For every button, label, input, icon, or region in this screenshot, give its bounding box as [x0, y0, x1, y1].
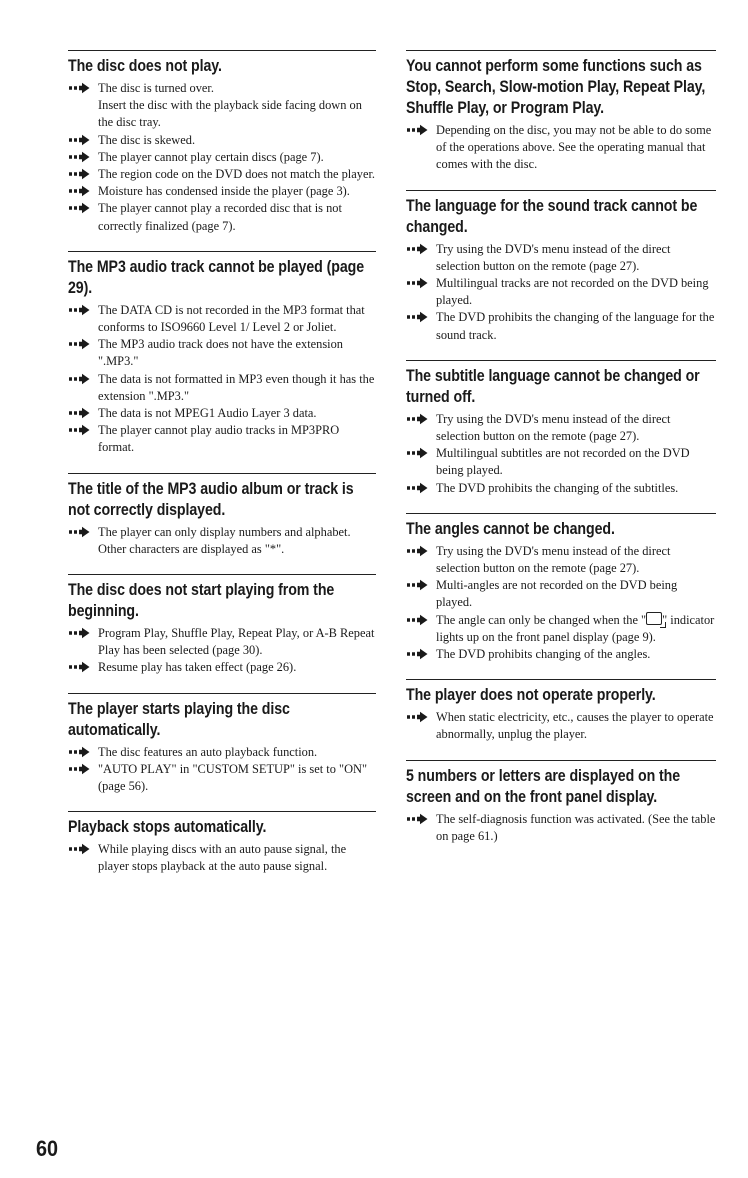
section-title: Playback stops automatically.	[68, 818, 267, 837]
arrow-right-icon	[406, 711, 428, 723]
list-item	[68, 132, 376, 149]
troubleshooting-section	[68, 574, 376, 677]
list-item	[406, 480, 716, 497]
arrow-right-icon	[68, 424, 90, 436]
troubleshooting-section	[406, 190, 716, 344]
right-column	[406, 50, 716, 861]
arrow-right-icon	[406, 545, 428, 557]
list-item	[68, 80, 376, 132]
section-title: The title of the MP3 audio album or track is not correctly displayed.	[68, 479, 354, 519]
list-item	[68, 166, 376, 183]
section-title: The MP3 audio track cannot be played (page 29).	[68, 257, 365, 297]
arrow-right-icon	[68, 373, 90, 385]
list-item	[406, 577, 716, 611]
item-text: The region code on the DVD does not match the player.	[98, 167, 375, 182]
list-item	[406, 646, 716, 663]
arrow-right-icon	[68, 168, 90, 180]
section-title: The disc does not play.	[68, 57, 222, 75]
arrow-right-icon	[68, 82, 90, 94]
troubleshooting-section	[406, 679, 716, 743]
item-list	[406, 811, 716, 845]
section-title: The disc does not start playing from the beginning.	[68, 581, 335, 621]
arrow-right-icon	[68, 202, 90, 214]
item-list	[68, 625, 376, 677]
item-list	[406, 411, 716, 497]
list-item	[68, 302, 376, 336]
arrow-right-icon	[406, 124, 428, 136]
troubleshooting-section	[406, 360, 716, 497]
item-text: The disc is skewed.	[98, 132, 196, 147]
list-item	[68, 761, 376, 795]
troubleshooting-section	[68, 251, 376, 457]
item-text: Multilingual subtitles are not recorded on the DVD being played.	[436, 446, 690, 478]
arrow-right-icon	[406, 482, 428, 494]
arrow-right-icon	[406, 311, 428, 323]
item-text: " indicator lights up on the front panel display (page 9).	[436, 612, 715, 644]
arrow-right-icon	[68, 526, 90, 538]
list-item	[406, 543, 716, 577]
arrow-right-icon	[68, 338, 90, 350]
item-text: The disc is turned over.	[98, 81, 214, 95]
troubleshooting-section	[406, 760, 716, 845]
arrow-right-icon	[406, 277, 428, 289]
arrow-right-icon	[406, 579, 428, 591]
item-text: The DATA CD is not recorded in the MP3 format that conforms to ISO9660 Level 1/ Level 2 or Joliet.	[98, 302, 365, 335]
list-item	[68, 659, 376, 676]
arrow-right-icon	[68, 134, 90, 146]
troubleshooting-section	[68, 473, 376, 558]
list-item	[68, 200, 376, 234]
troubleshooting-section	[68, 50, 376, 235]
list-item	[68, 371, 376, 405]
arrow-right-icon	[406, 614, 428, 626]
list-item	[406, 709, 716, 743]
list-item	[68, 149, 376, 166]
item-subtext: Insert the disc with the playback side facing down on the disc tray.	[98, 98, 362, 130]
section-title: The subtitle language cannot be changed or turned off.	[406, 366, 700, 406]
troubleshooting-section	[68, 693, 376, 796]
troubleshooting-section	[68, 811, 376, 875]
list-item	[68, 183, 376, 200]
item-text: Try using the DVD's menu instead of the direct selection button on the remote (page 27).	[436, 411, 671, 444]
arrow-right-icon	[68, 843, 90, 855]
arrow-right-icon	[68, 304, 90, 316]
arrow-right-icon	[406, 447, 428, 459]
list-item	[68, 405, 376, 422]
arrow-right-icon	[406, 813, 428, 825]
list-item	[406, 309, 716, 343]
arrow-right-icon	[68, 151, 90, 163]
arrow-right-icon	[406, 243, 428, 255]
angle-icon	[646, 612, 662, 625]
list-item	[68, 422, 376, 456]
section-title: The player does not operate properly.	[406, 686, 656, 705]
item-list	[406, 709, 716, 743]
item-text: When static electricity, etc., causes the player to operate abnormally, unplug the player.	[436, 710, 714, 742]
item-text: The disc features an auto playback function.	[98, 744, 318, 759]
item-text: The DVD prohibits the changing of the language for the sound track.	[436, 310, 715, 342]
arrow-right-icon	[406, 648, 428, 660]
item-list	[406, 241, 716, 344]
arrow-right-icon	[68, 407, 90, 419]
list-item	[406, 241, 716, 275]
item-text: The angle can only be changed when the "	[436, 612, 647, 627]
item-text: Program Play, Shuffle Play, Repeat Play, or A-B Repeat Play has been selected (page 30).	[98, 626, 375, 658]
item-text: The player cannot play certain discs (page 7).	[98, 149, 324, 164]
item-text: Moisture has condensed inside the player (page 3).	[98, 184, 350, 199]
arrow-right-icon	[68, 185, 90, 197]
left-column	[68, 50, 376, 892]
item-list	[68, 744, 376, 796]
item-list	[68, 841, 376, 875]
item-text: Try using the DVD's menu instead of the direct selection button on the remote (page 27).	[436, 241, 671, 273]
item-text: The player can only display numbers and alphabet. Other characters are displayed as "*".	[98, 524, 351, 556]
list-item	[406, 811, 716, 845]
troubleshooting-section	[406, 513, 716, 663]
arrow-right-icon	[68, 746, 90, 758]
arrow-right-icon	[68, 763, 90, 775]
item-text: The DVD prohibits changing of the angles.	[436, 647, 651, 662]
item-text: The data is not formatted in MP3 even though it has the extension ".MP3."	[98, 371, 375, 403]
list-item	[406, 411, 716, 445]
item-text: The player cannot play audio tracks in MP3PRO format.	[98, 423, 340, 455]
item-list	[68, 80, 376, 235]
list-item	[406, 612, 716, 646]
item-text: The player cannot play a recorded disc that is not correctly finalized (page 7).	[98, 201, 342, 233]
item-text: The data is not MPEG1 Audio Layer 3 data.	[98, 406, 317, 421]
item-list	[406, 122, 716, 174]
arrow-right-icon	[68, 661, 90, 673]
section-title: 5 numbers or letters are displayed on the screen and on the front panel display.	[406, 766, 681, 806]
item-text: Resume play has taken effect (page 26).	[98, 660, 297, 675]
list-item	[68, 524, 376, 558]
list-item	[406, 445, 716, 479]
list-item	[68, 744, 376, 761]
item-text: The self-diagnosis function was activated. (See the table on page 61.)	[436, 811, 716, 843]
section-title: The language for the sound track cannot be changed.	[406, 196, 698, 236]
section-title: You cannot perform some functions such as Stop, Search, Slow-motion Play, Repeat Play, Shuffle Play, or Program Play.	[406, 57, 706, 117]
item-text: Try using the DVD's menu instead of the direct selection button on the remote (page 27).	[436, 543, 671, 576]
item-text: "AUTO PLAY" in "CUSTOM SETUP" is set to "ON" (page 56).	[98, 761, 368, 794]
item-text: Multi-angles are not recorded on the DVD being played.	[436, 578, 678, 610]
item-text: Multilingual tracks are not recorded on the DVD being played.	[436, 276, 709, 308]
list-item	[406, 122, 716, 174]
page-number: 60	[36, 1136, 59, 1161]
arrow-right-icon	[406, 413, 428, 425]
item-text: The DVD prohibits the changing of the subtitles.	[436, 480, 679, 495]
item-list	[68, 302, 376, 457]
troubleshooting-section	[406, 50, 716, 174]
item-text: Depending on the disc, you may not be able to do some of the operations above. See the operating manual that comes with the disc.	[436, 123, 712, 172]
section-title: The player starts playing the disc automatically.	[68, 699, 290, 739]
list-item	[406, 275, 716, 309]
item-list	[68, 524, 376, 558]
section-title: The angles cannot be changed.	[406, 519, 615, 538]
item-list	[406, 543, 716, 663]
item-text: While playing discs with an auto pause signal, the player stops playback at the auto pause signal.	[98, 842, 347, 874]
arrow-right-icon	[68, 627, 90, 639]
list-item	[68, 336, 376, 370]
item-text: The MP3 audio track does not have the extension ".MP3."	[98, 337, 343, 369]
list-item	[68, 841, 376, 875]
list-item	[68, 625, 376, 659]
